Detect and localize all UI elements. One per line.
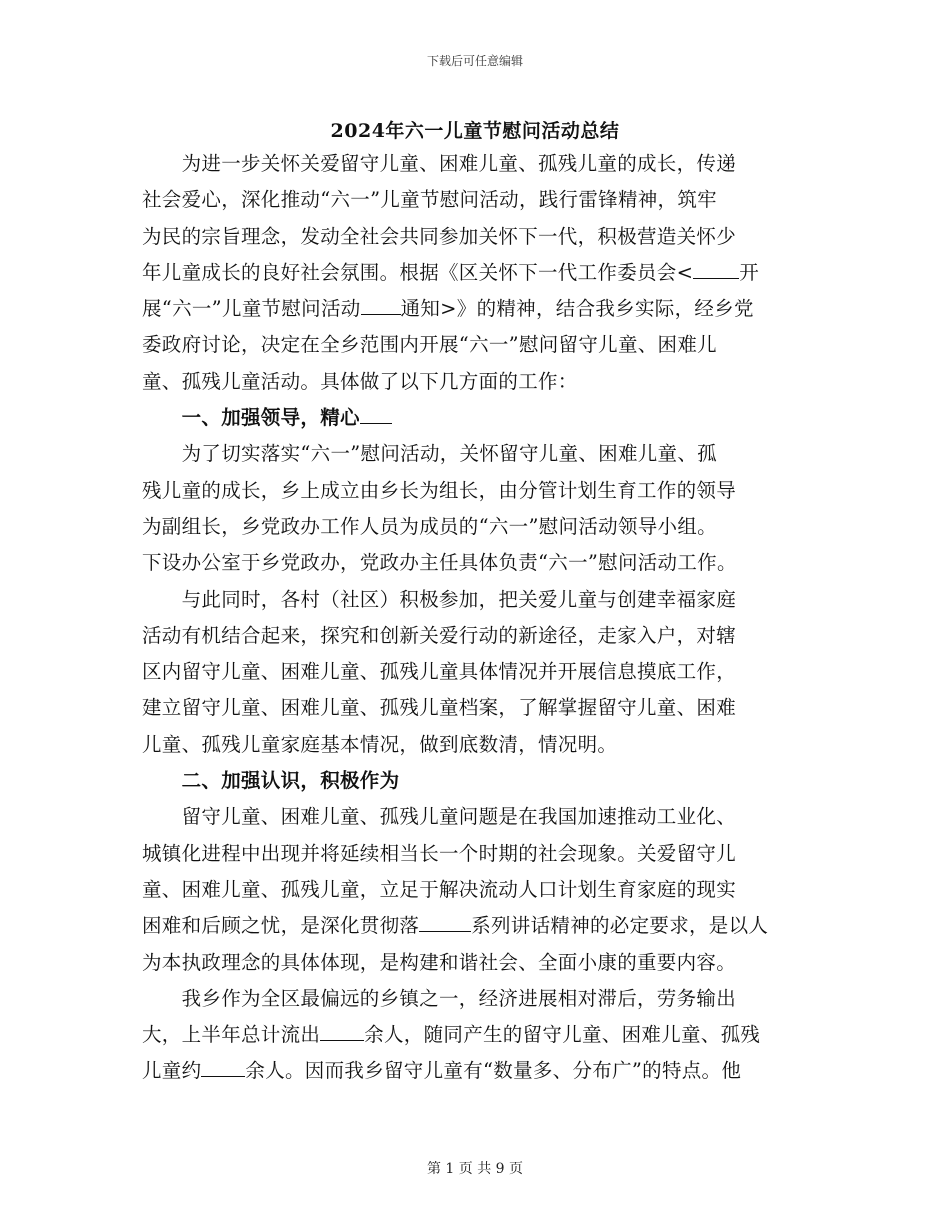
- paragraph-line: 城镇化进程中出现并将延续相当长一个时期的社会现象。关爱留守儿: [142, 841, 737, 865]
- section-heading: 二、加强认识，积极作为: [142, 769, 400, 793]
- text-segment: 困难和后顾之忧，是深化贯彻落: [142, 914, 420, 938]
- document-title: 2024年六一儿童节慰问活动总结: [330, 120, 620, 142]
- paragraph-line: 为本执政理念的具体体现，是构建和谐社会、全面小康的重要内容。: [142, 950, 737, 974]
- paragraph-line: 下设办公室于乡党政办，党政办主任具体负责“六一”慰问活动工作。: [142, 551, 737, 575]
- text-segment: 大，上半年总计流出: [142, 1023, 321, 1047]
- redacted-blank: [693, 256, 739, 279]
- paragraph-line: 为进一步关怀关爱留守儿童、困难儿童、孤残儿童的成长，传递: [142, 152, 737, 175]
- text-segment: 开: [739, 260, 760, 284]
- text-segment: 余人，随同产生的留守儿童、困难儿童、孤残: [364, 1023, 761, 1047]
- paragraph-line: [142, 291, 810, 327]
- text-segment: 年儿童成长的良好社会氛围。根据《区关怀下一代工作委员会<: [142, 260, 694, 284]
- redacted-blank: [419, 909, 471, 932]
- paragraph-line: [142, 1053, 810, 1089]
- header-note: 下载后可任意编辑: [426, 54, 523, 68]
- paragraph-line: 儿童、孤残儿童家庭基本情况，做到底数清，情况明。: [142, 732, 618, 756]
- paragraph-line: 为副组长，乡党政办工作人员为成员的“六一”慰问活动领导小组。: [142, 514, 717, 538]
- paragraph-line: [142, 908, 810, 944]
- text-segment: 通知>》的精神，结合我乡实际，经乡党: [400, 297, 754, 321]
- paragraph-line: 社会爱心，深化推动“六一”儿童节慰问活动，践行雷锋精神，筑牢: [142, 188, 717, 212]
- paragraph-line: 为民的宗旨理念，发动全社会共同参加关怀下一代，积极营造关怀少: [142, 224, 737, 248]
- redacted-blank: [360, 401, 392, 424]
- heading-text: 一、加强领导，精心: [142, 406, 360, 430]
- paragraph-line: 留守儿童、困难儿童、孤残儿童问题是在我国加速推动工业化、: [142, 805, 737, 829]
- text-segment: 儿童约: [142, 1059, 202, 1083]
- paragraph-line: 活动有机结合起来，探究和创新关爱行动的新途径，走家入户，对辖: [142, 623, 737, 647]
- paragraph-line: [142, 1017, 810, 1053]
- document-body: [142, 146, 810, 1090]
- redacted-blank: [320, 1018, 364, 1041]
- paragraph-line: 我乡作为全区最偏远的乡镇之一，经济进展相对滞后，劳务输出: [142, 986, 737, 1010]
- paragraph-line: [142, 255, 810, 291]
- text-segment: 余人。因而我乡留守儿童有“数量多、分布广”的特点。他: [245, 1059, 742, 1083]
- paragraph-line: 与此同时，各村（社区）积极参加，把关爱儿童与创建幸福家庭: [142, 587, 737, 611]
- text-segment: 系列讲话精神的必定要求，是以人: [471, 914, 769, 938]
- paragraph-line: 童、孤残儿童活动。具体做了以下几方面的工作：: [142, 369, 578, 393]
- section-heading: [142, 400, 810, 436]
- text-segment: 展“六一”儿童节慰问活动: [142, 297, 361, 321]
- paragraph-line: 为了切实落实“六一”慰问活动，关怀留守儿童、困难儿童、孤: [142, 442, 717, 466]
- redacted-blank: [201, 1054, 245, 1077]
- paragraph-line: 区内留守儿童、困难儿童、孤残儿童具体情况并开展信息摸底工作，: [142, 660, 737, 684]
- paragraph-line: 童、困难儿童、孤残儿童，立足于解决流动人口计划生育家庭的现实: [142, 877, 737, 901]
- redacted-blank: [361, 292, 401, 315]
- paragraph-line: 委政府讨论，决定在全乡范围内开展“六一”慰问留守儿童、困难儿: [142, 333, 717, 357]
- paragraph-line: 建立留守儿童、困难儿童、孤残儿童档案，了解掌握留守儿童、困难: [142, 696, 737, 720]
- paragraph-line: 残儿童的成长，乡上成立由乡长为组长，由分管计划生育工作的领导: [142, 478, 737, 502]
- page-number: 第 1 页 共 9 页: [426, 1161, 524, 1177]
